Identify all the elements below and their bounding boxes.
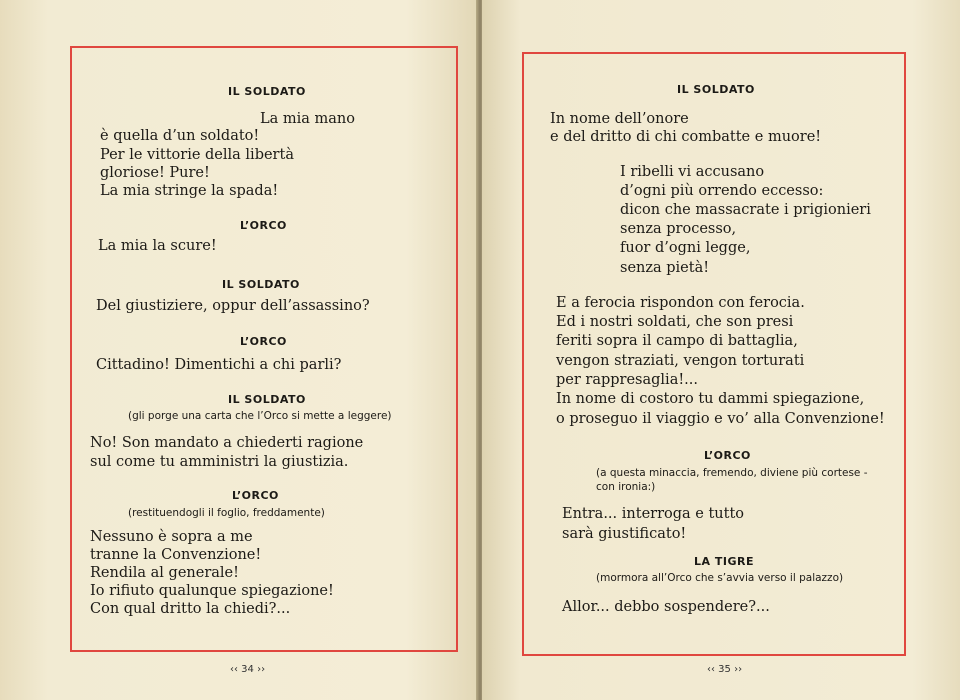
verse-line: Nessuno è sopra a me [90, 529, 253, 545]
verse-line: d’ogni più orrendo eccesso: [620, 183, 824, 199]
verse-line: La mia mano [260, 111, 355, 127]
verse-line: gloriose! Pure! [100, 165, 210, 181]
verse-line: sul come tu amministri la giustizia. [90, 454, 349, 470]
speaker-label: L’ORCO [240, 219, 287, 232]
verse-line: dicon che massacrate i prigionieri [620, 202, 871, 218]
speaker-label: IL SOLDATO [677, 83, 755, 96]
verse-line: Io rifiuto qualunque spiegazione! [90, 583, 334, 599]
left-page [0, 0, 478, 700]
verse-line: feriti sopra il campo di battaglia, [556, 333, 798, 349]
verse-line: sarà giustificato! [562, 526, 687, 542]
verse-line: La mia stringe la spada! [100, 183, 279, 199]
verse-line: No! Son mandato a chiederti ragione [90, 435, 364, 451]
verse-line: Rendila al generale! [90, 565, 239, 581]
verse-line: Con qual dritto la chiedi?... [90, 601, 291, 617]
stage-direction: (a questa minaccia, fremendo, diviene più cortese - [596, 467, 868, 479]
stage-direction: (gli porge una carta che l’Orco si mette a leggere) [128, 410, 392, 422]
stage-direction: (mormora all’Orco che s’avvia verso il palazzo) [596, 572, 844, 584]
page-number: ‹‹ 34 ›› [230, 664, 266, 675]
verse-line: senza processo, [620, 221, 737, 237]
page-number: ‹‹ 35 ›› [707, 664, 743, 675]
verse-line: Entra... interroga e tutto [562, 506, 745, 522]
verse-line: E a ferocia rispondon con ferocia. [556, 295, 805, 311]
verse-line: Cittadino! Dimentichi a chi parli? [96, 357, 342, 373]
verse-line: tranne la Convenzione! [90, 547, 262, 563]
right-page [482, 0, 960, 700]
verse-line: per rappresaglia!... [556, 372, 698, 388]
speaker-label: L’ORCO [232, 489, 279, 502]
verse-line: Del giustiziere, oppur dell’assassino? [96, 298, 370, 314]
verse-line: fuor d’ogni legge, [620, 240, 751, 256]
speaker-label: LA TIGRE [694, 555, 754, 568]
speaker-label: IL SOLDATO [222, 278, 300, 291]
verse-line: senza pietà! [620, 260, 710, 276]
verse-line: Per le vittorie della libertà [100, 147, 294, 163]
verse-line: Ed i nostri soldati, che son presi [556, 314, 794, 330]
verse-line: La mia la scure! [98, 238, 217, 254]
verse-line: vengon straziati, vengon torturati [556, 353, 805, 369]
speaker-label: IL SOLDATO [228, 393, 306, 406]
speaker-label: L’ORCO [240, 335, 287, 348]
verse-line: In nome di costoro tu dammi spiegazione, [556, 391, 865, 407]
stage-direction: con ironia:) [596, 481, 656, 493]
verse-line: o proseguo il viaggio e vo’ alla Convenzione! [556, 411, 885, 427]
verse-line: Allor... debbo sospendere?... [562, 599, 770, 615]
verse-line: In nome dell’onore [550, 111, 689, 127]
speaker-label: IL SOLDATO [228, 85, 306, 98]
verse-line: e del dritto di chi combatte e muore! [550, 129, 822, 145]
speaker-label: L’ORCO [704, 449, 751, 462]
verse-line: I ribelli vi accusano [620, 164, 765, 180]
stage-direction: (restituendogli il foglio, freddamente) [128, 507, 325, 519]
verse-line: è quella d’un soldato! [100, 128, 260, 144]
